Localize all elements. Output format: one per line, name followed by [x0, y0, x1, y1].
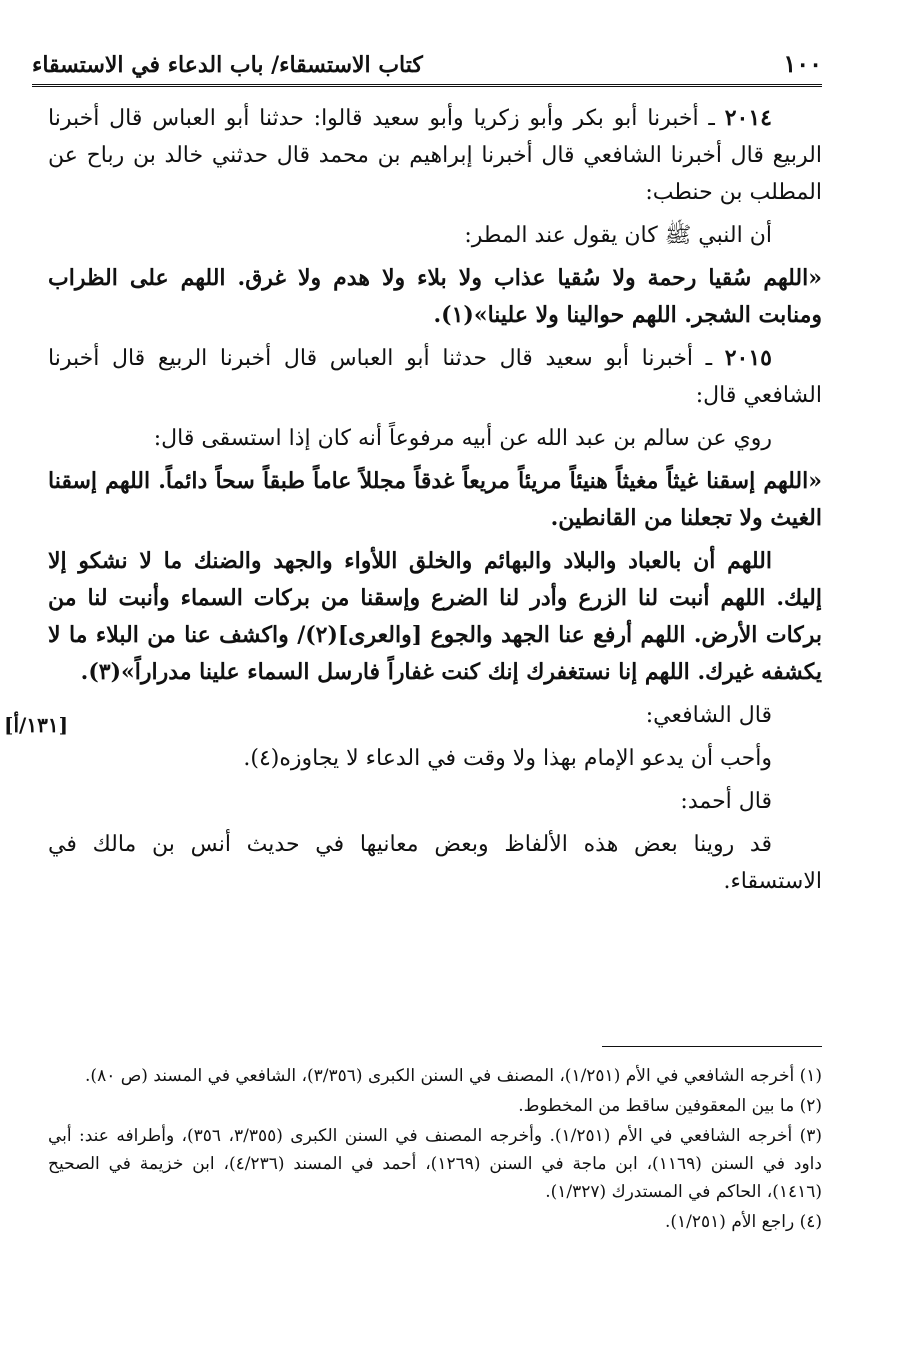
page-number: ١٠٠	[783, 49, 822, 78]
footnote-3: (٣) أخرجه الشافعي في الأم (١/٢٥١). وأخرجه المصنف في السنن الكبرى (٣/٣٥٥، ٣٥٦)، وأطرافه عند: أبي داود في السنن (١١٦٩)، ابن ماجة في السنن (١٢٦٩)، أحمد في المسند (٤/٢٣٦)، ابن خزيمة في الصحيح (١٤١٦)، الحاكم في المستدرك (١/٣٢٧).	[48, 1126, 823, 1202]
manuscript-folio-note: [١٣١/أ]	[4, 713, 69, 737]
paragraph-ruwi: روي عن سالم بن عبد الله عن أبيه مرفوعاً أنه كان إذا استسقى قال:	[153, 426, 772, 451]
paragraph-qal-ahmad: قال أحمد:	[680, 789, 772, 814]
header-rule	[32, 84, 822, 87]
paragraph-uhibb: وأحب أن يدعو الإمام بهذا ولا وقت في الدعاء لا يجاوزه(٤).	[243, 746, 772, 771]
hadith-text: ـ أخبرنا أبو سعيد قال حدثنا أبو العباس قال أخبرنا الربيع قال أخبرنا الشافعي قال:	[48, 346, 822, 408]
hadith-2015	[48, 340, 822, 414]
hadith-number: ٢٠١٤	[724, 105, 772, 131]
paragraph-qad-rawayna: قد روينا بعض هذه الألفاظ وبعض معانيها في حديث أنس بن مالك في الاستسقاء.	[48, 832, 822, 894]
main-text	[48, 100, 822, 906]
prayer-quote-3: اللهم أن بالعباد والبلاد والبهائم والخلق اللأواء والجهد والضنك ما لا نشكو إلا إليك. اللهم أنبت لنا الزرع وأدر لنا الضرع وإسقنا من بركات السماء وأنبت لنا من بركات الأرض. اللهم أرفع عنا الجهد والجوع [والعرى](٢)/ واكشف عنا من البلاء ما لا يكشفه غيرك. اللهم إنا نستغفرك إنك كنت غفاراً فارسل السماء علينا مدراراً»(٣).	[48, 548, 823, 685]
prayer-quote-2: «اللهم إسقنا غيثاً مغيثاً هنيئاً مريئاً مريعاً غدقاً مجللاً عاماً طبقاً سحاً دائماً. اللهم إسقنا الغيث ولا تجعلنا من القانطين.	[48, 468, 822, 531]
paragraph-nabi: أن النبي ﷺ كان يقول عند المطر:	[464, 223, 772, 248]
running-title: كتاب الاستسقاء/ باب الدعاء في الاستسقاء	[32, 52, 423, 78]
paragraph-qal-shafii: قال الشافعي:	[645, 703, 772, 728]
hadith-2014	[48, 100, 822, 211]
hadith-number: ٢٠١٥	[724, 345, 772, 371]
footnotes	[48, 1062, 822, 1238]
footnote-2: (٢) ما بين المعقوفين ساقط من المخطوط.	[518, 1096, 822, 1116]
footnote-4: (٤) راجع الأم (١/٢٥١).	[664, 1212, 822, 1232]
footnote-1: (١) أخرجه الشافعي في الأم (١/٢٥١)، المصنف في السنن الكبرى (٣/٣٥٦)، الشافعي في المسند (ص ٨٠).	[85, 1066, 822, 1086]
page-header	[32, 38, 822, 78]
hadith-text: ـ أخبرنا أبو بكر وأبو زكريا وأبو سعيد قالوا: حدثنا أبو العباس قال أخبرنا الربيع قال أخبرنا الشافعي قال أخبرنا إبراهيم بن محمد قال حدثني خالد بن رباح عن المطلب بن حنطب:	[48, 106, 822, 205]
footnote-rule	[602, 1046, 822, 1047]
prayer-quote-1: «اللهم سُقيا رحمة ولا سُقيا عذاب ولا بلاء ولا هدم ولا غرق. اللهم على الظراب ومنابت الشجر. اللهم حوالينا ولا علينا»(١).	[48, 265, 822, 328]
